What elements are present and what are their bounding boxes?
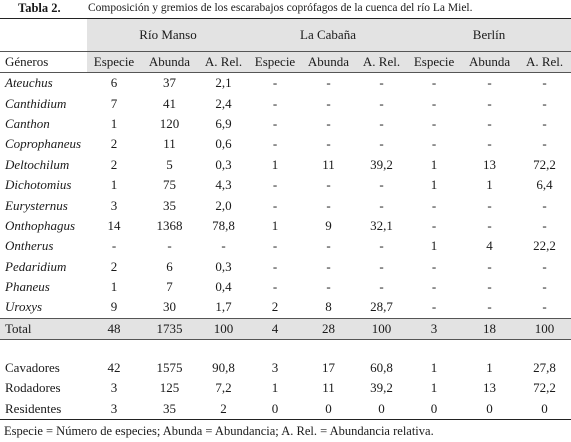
table-cell: 13: [483, 380, 497, 396]
table-cell: 90,8: [212, 359, 235, 375]
table-cell: -: [326, 115, 331, 131]
table-cell: 78,8: [212, 217, 235, 233]
table-cell: -: [542, 217, 547, 233]
table-cell: 2: [110, 136, 118, 152]
genus-name: Onthophagus: [5, 217, 76, 233]
table-cell: 60,8: [370, 359, 393, 375]
table-cell: -: [111, 238, 117, 254]
table-cell: 39,2: [370, 156, 393, 172]
total-label: Total: [0, 318, 87, 339]
table-cell: -: [326, 279, 331, 295]
table-cell: 1: [271, 217, 279, 233]
table-cell: -: [272, 75, 278, 91]
table-cell: 1: [486, 359, 493, 375]
table-cell: -: [326, 75, 331, 91]
table-cell: 0: [356, 398, 407, 419]
guild-rows: [0, 358, 571, 420]
table-cell: 6,9: [215, 115, 232, 131]
table-cell: 35: [141, 398, 198, 419]
table-cell: -: [487, 197, 492, 213]
genus-name: Coprophaneus: [5, 136, 82, 152]
site-header-row: [0, 19, 571, 52]
guild-row: [0, 358, 571, 378]
table-cell: 100: [518, 318, 571, 339]
column-header-especie: Especie: [87, 52, 141, 73]
genus-name: Ontherus: [5, 238, 54, 254]
table-cell: 11: [163, 136, 176, 152]
table-cell: 14: [107, 217, 121, 233]
table-cell: 1: [271, 156, 279, 172]
genus-row: [0, 134, 571, 154]
table-cell: -: [431, 299, 437, 315]
table-cell: 2: [271, 299, 279, 315]
table-footnote: Especie = Número de especies; Abunda = Abundancia; A. Rel. = Abundancia relativa.: [4, 424, 434, 438]
genus-name: Canthidium: [5, 95, 67, 111]
table-cell: -: [542, 95, 547, 111]
table-cell: 1735: [141, 318, 198, 339]
table-cell: 2: [110, 258, 118, 274]
table-cell: -: [542, 299, 547, 315]
table-cell: 41: [163, 95, 176, 111]
table-cell: 2: [110, 156, 118, 172]
table-cell: -: [542, 136, 547, 152]
table-cell: -: [167, 238, 172, 254]
table-cell: -: [379, 279, 384, 295]
column-header-row: [0, 52, 571, 73]
table-cell: -: [431, 75, 437, 91]
table-cell: 3: [110, 380, 118, 396]
table-cell: 125: [159, 380, 180, 396]
total-row: [0, 318, 571, 339]
table-cell: 120: [159, 115, 180, 131]
table-cell: -: [326, 95, 331, 111]
table-cell: 3: [87, 398, 141, 419]
table-cell: 3: [110, 197, 118, 213]
table-cell: 7: [166, 279, 173, 295]
table-cell: 11: [322, 156, 335, 172]
table-cell: 0: [301, 398, 356, 419]
genus-row: [0, 175, 571, 195]
table-cell: 5: [166, 156, 173, 172]
table-cell: 11: [322, 380, 335, 396]
table-cell: -: [326, 197, 331, 213]
table-cell: 30: [163, 299, 176, 315]
table-caption: [0, 0, 571, 17]
genus-row: [0, 155, 571, 175]
table-cell: 13: [483, 156, 497, 172]
guild-name: Residentes: [0, 398, 87, 419]
table-cell: 17: [322, 359, 335, 375]
table-cell: 9: [325, 217, 332, 233]
column-header-a-rel: A. Rel.: [356, 52, 407, 73]
table-cell: 1: [430, 380, 438, 396]
table-cell: 1575: [156, 359, 183, 375]
table-cell: 0,3: [215, 156, 232, 172]
guild-row: [0, 398, 571, 419]
column-header-abunda: Abunda: [301, 52, 356, 73]
table-cell: -: [272, 197, 278, 213]
table-cell: 32,1: [370, 217, 393, 233]
table-cell: -: [379, 75, 384, 91]
table-cell: -: [431, 136, 437, 152]
column-header-especie: Especie: [249, 52, 301, 73]
guild-name: Rodadores: [5, 380, 61, 396]
genus-row: [0, 277, 571, 297]
table-cell: 18: [461, 318, 518, 339]
table-cell: -: [221, 238, 226, 254]
table-cell: 8: [325, 299, 332, 315]
table-cell: -: [487, 75, 492, 91]
guild-row: [0, 378, 571, 398]
column-header-generos: Géneros: [0, 52, 87, 73]
table-cell: -: [487, 136, 492, 152]
table-cell: 6: [166, 258, 173, 274]
site-header-rio-manso: Río Manso: [87, 19, 249, 52]
table-cell: 0: [407, 398, 461, 419]
table-cell: -: [379, 238, 384, 254]
genus-row: [0, 114, 571, 134]
table-cell: -: [272, 258, 278, 274]
table-cell: 1: [430, 177, 438, 193]
table-cell: 27,8: [533, 359, 556, 375]
table-cell: 1: [430, 359, 438, 375]
table-cell: 7,2: [215, 380, 232, 396]
table-cell: -: [542, 279, 547, 295]
table-cell: 0,3: [215, 258, 232, 274]
table-cell: 1: [271, 380, 279, 396]
table-cell: 0,4: [215, 279, 232, 295]
table-cell: 42: [107, 359, 121, 375]
column-header-a-rel: A. Rel.: [518, 52, 571, 73]
table-cell: 3: [271, 359, 279, 375]
table-cell: 100: [356, 318, 407, 339]
table-cell: 28,7: [370, 299, 393, 315]
table-cell: 7: [110, 95, 118, 111]
table-cell: -: [431, 258, 437, 274]
table-cell: 35: [163, 197, 176, 213]
table-cell: -: [272, 238, 278, 254]
genus-name: Deltochilum: [5, 156, 70, 172]
table-cell: 39,2: [370, 380, 393, 396]
table-cell: 37: [163, 75, 176, 91]
table-cell: 0,6: [215, 136, 232, 152]
table-cell: -: [272, 136, 278, 152]
table-cell: -: [542, 115, 547, 131]
genera-rows: [0, 73, 571, 319]
table-cell: -: [326, 238, 331, 254]
table-cell: -: [326, 258, 331, 274]
genus-row: [0, 236, 571, 256]
table-cell: 22,2: [533, 238, 556, 254]
genus-row: [0, 216, 571, 236]
table-cell: -: [487, 258, 492, 274]
table-cell: -: [431, 279, 437, 295]
column-header-abunda: Abunda: [461, 52, 518, 73]
column-header-a-rel: A. Rel.: [198, 52, 249, 73]
table-cell: -: [379, 197, 384, 213]
genus-name: Dichotomius: [5, 177, 72, 193]
genus-row: [0, 195, 571, 215]
table-cell: -: [431, 115, 437, 131]
table-cell: 75: [163, 177, 176, 193]
table-cell: 72,2: [533, 380, 556, 396]
spacer-row: [0, 339, 571, 358]
table-cell: 4: [249, 318, 301, 339]
table-cell: -: [272, 95, 278, 111]
genus-row: [0, 93, 571, 113]
table-cell: 100: [198, 318, 249, 339]
genus-name: Ateuchus: [5, 75, 53, 91]
table-cell: -: [487, 95, 492, 111]
genus-name: Pedaridium: [5, 258, 67, 274]
table-cell: -: [542, 258, 547, 274]
table-cell: 9: [110, 299, 118, 315]
column-header-especie: Especie: [407, 52, 461, 73]
table-cell: 6: [110, 75, 118, 91]
site-header-la-cabana: La Cabaña: [249, 19, 407, 52]
table-cell: 2,0: [215, 197, 232, 213]
table-cell: -: [272, 279, 278, 295]
genus-row: [0, 297, 571, 318]
table-cell: -: [379, 177, 384, 193]
table-cell: 3: [407, 318, 461, 339]
genus-name: Phaneus: [5, 279, 50, 295]
table-cell: 1368: [156, 217, 183, 233]
table-cell: -: [272, 115, 278, 131]
table-cell: -: [487, 279, 492, 295]
table-cell: 1: [110, 279, 118, 295]
table-number: Tabla 2.: [18, 1, 61, 15]
site-header-berlin: Berlín: [407, 19, 571, 52]
table-cell: -: [326, 177, 331, 193]
table-cell: -: [542, 197, 547, 213]
table-cell: 1: [430, 238, 438, 254]
table-cell: -: [379, 115, 384, 131]
table-cell: -: [431, 217, 437, 233]
table-cell: -: [379, 136, 384, 152]
table-cell: -: [487, 115, 492, 131]
table-cell: 6,4: [536, 177, 553, 193]
data-table: [0, 19, 571, 420]
table-cell: 2: [198, 398, 249, 419]
table-cell: 1,7: [215, 299, 232, 315]
table-cell: 28: [301, 318, 356, 339]
table-cell: 1: [486, 177, 493, 193]
total-rows: [0, 318, 571, 358]
table-cell: 4,3: [215, 177, 232, 193]
table-cell: 1: [110, 177, 118, 193]
header-empty-cell: [0, 19, 87, 52]
table-cell: -: [326, 136, 331, 152]
table-cell: -: [379, 95, 384, 111]
table-cell: 0: [461, 398, 518, 419]
table-cell: 1: [110, 115, 118, 131]
table-cell: -: [272, 177, 278, 193]
genus-name: Uroxys: [5, 299, 43, 315]
genus-name: Eurysternus: [5, 197, 68, 213]
table-cell: -: [431, 197, 437, 213]
table-title: Composición y gremios de los escarabajos coprófagos de la cuenca del río La Miel.: [88, 2, 473, 14]
table-cell: -: [379, 258, 384, 274]
column-header-abunda: Abunda: [141, 52, 198, 73]
table-cell: 1: [430, 156, 438, 172]
table-cell: 0: [518, 398, 571, 419]
table-cell: -: [431, 95, 437, 111]
table-cell: -: [542, 75, 547, 91]
guild-name: Cavadores: [5, 359, 60, 375]
table-cell: 0: [249, 398, 301, 419]
genus-row: [0, 73, 571, 94]
table-cell: -: [487, 299, 492, 315]
table-cell: 72,2: [533, 156, 556, 172]
genus-name: Canthon: [5, 115, 50, 131]
genus-row: [0, 257, 571, 277]
table-cell: 2,4: [215, 95, 232, 111]
table-cell: 48: [87, 318, 141, 339]
table-cell: -: [487, 217, 492, 233]
table-cell: 4: [486, 238, 493, 254]
table-cell: 2,1: [215, 75, 232, 91]
